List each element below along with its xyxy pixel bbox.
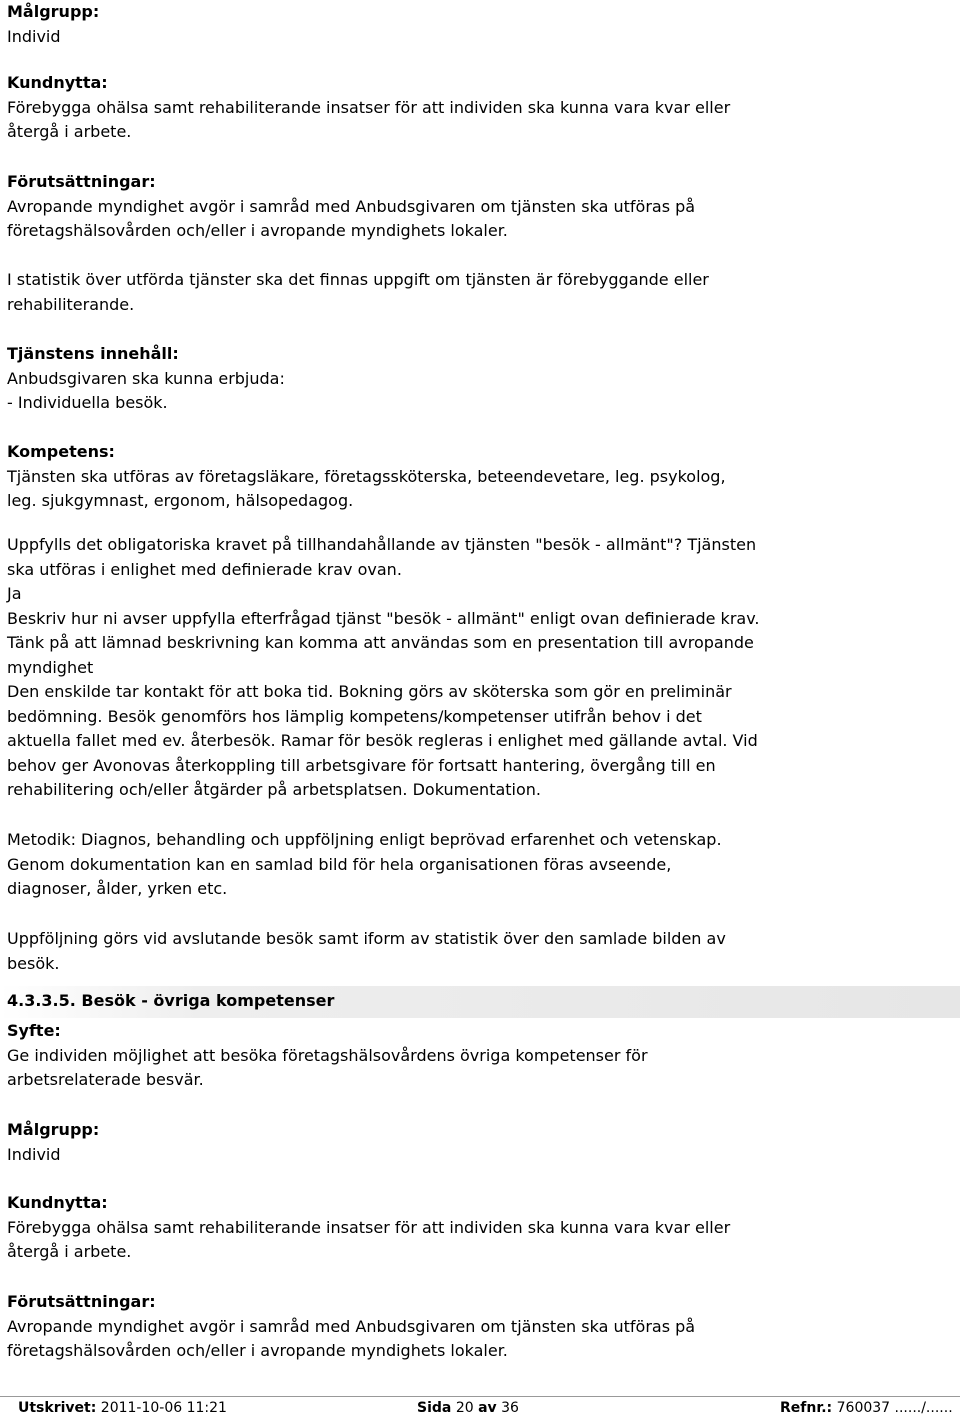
reference-number xyxy=(780,1400,953,1416)
requirement-question xyxy=(7,533,760,803)
prerequisites-line: Avropande myndighet avgör i samråd med Anbudsgivaren om tjänsten ska utföras på xyxy=(7,1316,696,1336)
prerequisites-section-2 xyxy=(7,1290,695,1364)
customer-benefit-section-2 xyxy=(7,1191,730,1265)
customer-benefit-line: Förebygga ohälsa samt rehabiliterande insatser för att individen ska kunna vara kvar eller xyxy=(7,1217,731,1237)
statistics-line: I statistik över utförda tjänster ska det finnas uppgift om tjänsten är förebyggande eller xyxy=(7,270,709,289)
response-line: behov ger Avonovas återkoppling till arbetsgivare för fortsatt hantering, övergång till en xyxy=(7,755,716,775)
ref-label: Refnr.: xyxy=(780,1400,833,1416)
prerequisites-label: Förutsättningar: xyxy=(7,172,156,191)
printed-date xyxy=(18,1400,227,1416)
describe-line: myndighet xyxy=(7,657,94,677)
purpose-line: Ge individen möjlighet att besöka företagshälsovårdens övriga kompetenser för xyxy=(7,1045,648,1065)
response-line: aktuella fallet med ev. återbesök. Ramar för besök regleras i enlighet med gällande avtal. Vid xyxy=(7,731,758,750)
prerequisites-line: Avropande myndighet avgör i samråd med Anbudsgivaren om tjänsten ska utföras på xyxy=(7,196,696,216)
statistics-line: rehabiliterande. xyxy=(7,294,135,314)
target-group-section-2 xyxy=(7,1118,99,1167)
describe-line: Tänk på att lämnad beskrivning kan komma att användas som en presentation till avropande xyxy=(7,633,754,652)
prerequisites-line: företagshälsovården och/eller i avropande myndighets lokaler. xyxy=(7,1341,508,1360)
method-line: Genom dokumentation kan en samlad bild för hela organisationen föras avseende, xyxy=(7,854,672,874)
prerequisites-label: Förutsättningar: xyxy=(7,1292,156,1311)
method-line: Metodik: Diagnos, behandling och uppföljning enligt beprövad erfarenhet och vetenskap. xyxy=(7,830,722,849)
customer-benefit-section xyxy=(7,71,730,145)
describe-line: Beskriv hur ni avser uppfylla efterfrågad tjänst "besök - allmänt" enligt ovan definierade krav. xyxy=(7,608,760,628)
customer-benefit-line: Förebygga ohälsa samt rehabiliterande insatser för att individen ska kunna vara kvar eller xyxy=(7,97,731,117)
target-group-value: Individ xyxy=(7,1144,61,1164)
method-line: diagnoser, ålder, yrken etc. xyxy=(7,879,228,898)
purpose-label: Syfte: xyxy=(7,1021,61,1040)
printed-label: Utskrivet: xyxy=(18,1400,97,1416)
customer-benefit-line: återgå i arbete. xyxy=(7,1242,132,1261)
followup-line: besök. xyxy=(7,953,60,973)
customer-benefit-line: återgå i arbete. xyxy=(7,122,132,141)
statistics-paragraph xyxy=(7,268,709,317)
prerequisites-line: företagshälsovården och/eller i avropande myndighets lokaler. xyxy=(7,221,508,240)
followup-line: Uppföljning görs vid avslutande besök samt iform av statistik över den samlade bilden av xyxy=(7,929,726,948)
service-content-label: Tjänstens innehåll: xyxy=(7,344,179,363)
page-num: 20 xyxy=(455,1400,474,1416)
target-group-label: Målgrupp: xyxy=(7,1120,100,1139)
competence-line: leg. sjukgymnast, ergonom, hälsopedagog. xyxy=(7,491,354,510)
service-content-line: Anbudsgivaren ska kunna erbjuda: xyxy=(7,368,285,388)
purpose-line: arbetsrelaterade besvär. xyxy=(7,1070,204,1089)
service-content-line: - Individuella besök. xyxy=(7,393,168,412)
requirement-line: Uppfylls det obligatoriska kravet på tillhandahållande av tjänsten "besök - allmänt"? Tjänsten xyxy=(7,535,757,554)
method-paragraph xyxy=(7,828,722,902)
page-label: Sida xyxy=(417,1400,452,1416)
followup-paragraph xyxy=(7,927,726,976)
page-number xyxy=(417,1400,519,1416)
competence-label: Kompetens: xyxy=(7,442,115,461)
response-line: Den enskilde tar kontakt för att boka tid. Bokning görs av sköterska som gör en preliminär xyxy=(7,682,732,701)
customer-benefit-label: Kundnytta: xyxy=(7,1193,108,1212)
page-footer xyxy=(0,1396,960,1416)
response-line: bedömning. Besök genomförs hos lämplig kompetens/kompetenser utifrån behov i det xyxy=(7,706,702,726)
competence-line: Tjänsten ska utföras av företagsläkare, företagssköterska, beteendevetare, leg. psykolog, xyxy=(7,466,726,486)
requirement-answer: Ja xyxy=(7,584,22,603)
ref-value: 760037 ....../...... xyxy=(836,1400,953,1416)
target-group-section xyxy=(7,0,99,49)
response-line: rehabilitering och/eller åtgärder på arbetsplatsen. Dokumentation. xyxy=(7,780,542,799)
page-total: 36 xyxy=(501,1400,519,1416)
customer-benefit-label: Kundnytta: xyxy=(7,73,108,92)
printed-value: 2011-10-06 11:21 xyxy=(100,1400,227,1416)
section-heading: 4.3.3.5. Besök - övriga kompetenser xyxy=(7,991,335,1010)
prerequisites-section xyxy=(7,170,695,244)
page-of: av xyxy=(478,1400,497,1416)
competence-section xyxy=(7,440,726,514)
target-group-value: Individ xyxy=(7,26,61,46)
requirement-line: ska utföras i enlighet med definierade krav ovan. xyxy=(7,559,402,579)
purpose-section xyxy=(7,1019,648,1093)
target-group-label: Målgrupp: xyxy=(7,2,100,21)
service-content-section xyxy=(7,342,285,416)
